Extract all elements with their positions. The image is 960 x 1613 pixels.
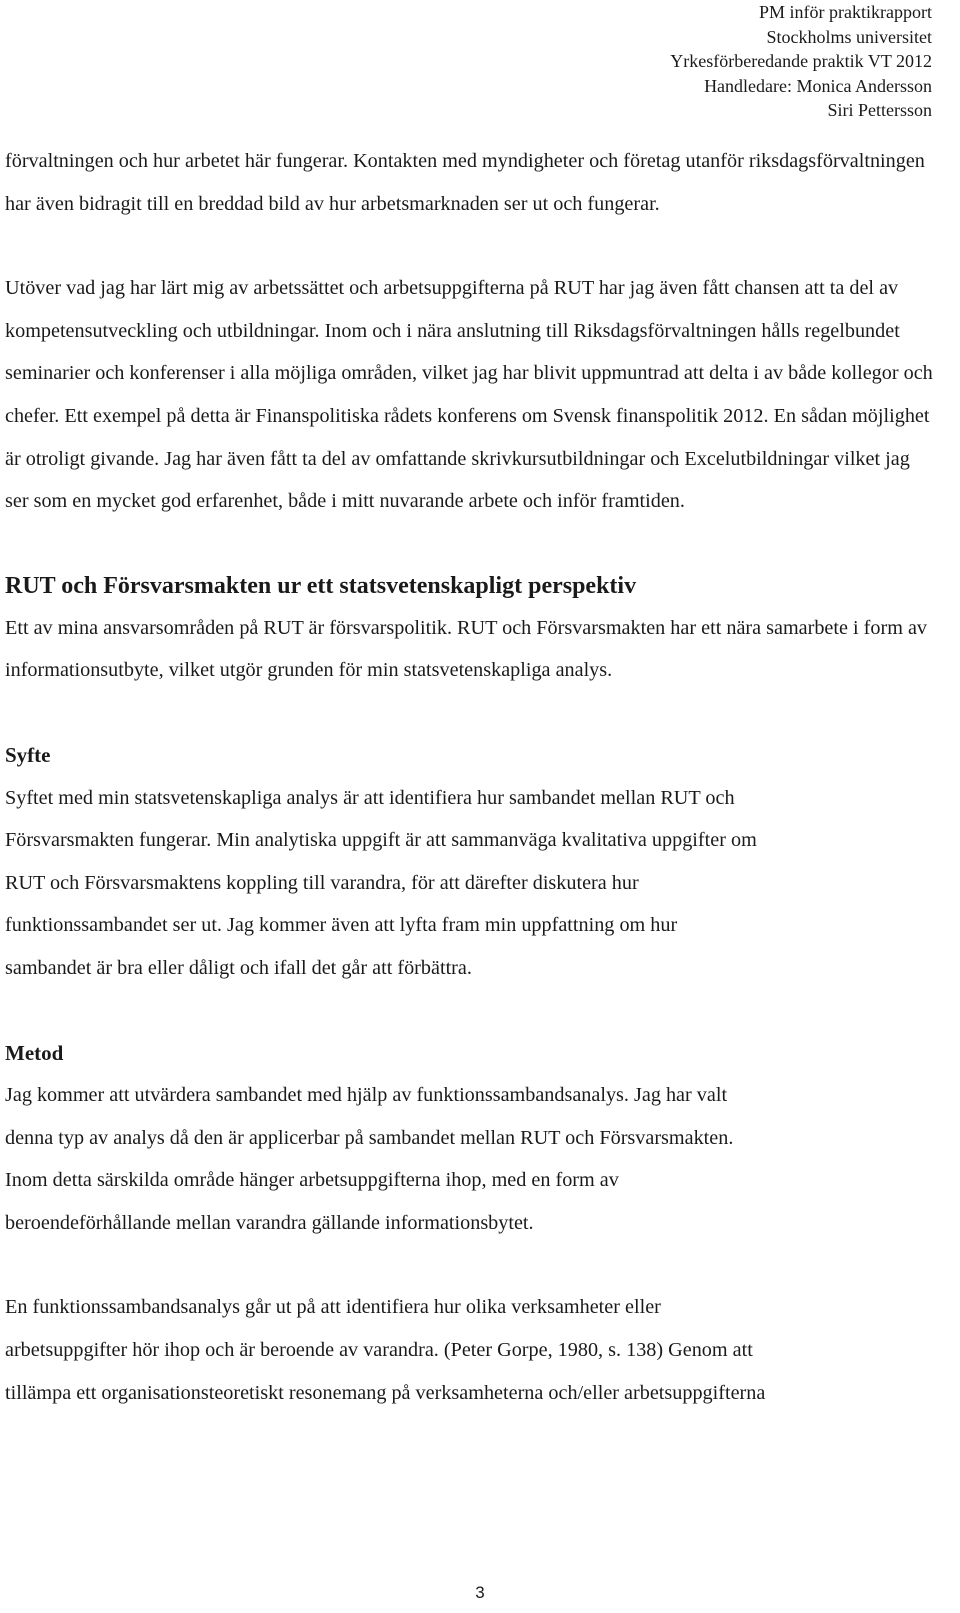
final-line: En funktionssambandsanalys går ut på att identifiera hur olika verksamheter eller (5, 1296, 661, 1319)
syfte-line: RUT och Försvarsmaktens koppling till varandra, för att därefter diskutera hur (5, 871, 639, 894)
paragraph-utover: Utöver vad jag har lärt mig av arbetssättet och arbetsuppgifterna på RUT har jag även fått chansen att ta del av kompetensutveckling och utbildningar. Inom och i nära anslutning till Riksdagsförvaltningen hålls regelbundet seminarier och konferenser i alla möjliga områden, vilket jag har blivit uppmuntrad att delta i av både kollegor och chefer. Ett exempel på detta är Finanspolitiska rådets konferens om Svensk finanspolitik 2012. En sådan möjlighet är otroligt givande. Jag har även fått ta del av omfattande skrivkursutbildningar och Excelutbildningar vilket jag ser som en mycket god erfarenhet, både i mitt nuvarande arbete och inför framtiden. (5, 277, 933, 513)
final-line: arbetsuppgifter hör ihop och är beroende av varandra. (Peter Gorpe, 1980, s. 138) Genom att (5, 1339, 753, 1362)
syfte-line: Syftet med min statsvetenskapliga analys är att identifiera hur sambandet mellan RUT och (5, 786, 735, 809)
page-content (5, 140, 937, 1414)
paragraph-intro: förvaltningen och hur arbetet här fungerar. Kontakten med myndigheter och företag utanför riksdagsförvaltningen har även bidragit till en breddad bild av hur arbetsmarknaden ser ut och fungerar. (5, 150, 925, 215)
final-line: tillämpa ett organisationsteoretiskt resonemang på verksamheterna och/eller arbetsuppgifterna (5, 1381, 766, 1404)
metod-line: Inom detta särskilda område hänger arbetsuppgifterna ihop, med en form av (5, 1169, 619, 1192)
heading-metod: Metod (5, 1040, 64, 1065)
section-heading: RUT och Försvarsmakten ur ett statsvetenskapligt perspektiv (5, 572, 637, 599)
header-course: Yrkesförberedande praktik VT 2012 (670, 51, 932, 72)
header-university: Stockholms universitet (766, 26, 932, 47)
heading-syfte: Syfte (5, 742, 51, 767)
header-title: PM inför praktikrapport (759, 2, 932, 22)
syfte-line: Försvarsmakten fungerar. Min analytiska uppgift är att sammanväga kvalitativa uppgifter om (5, 829, 757, 852)
running-header (670, 0, 932, 123)
syfte-line: sambandet är bra eller dåligt och ifall det går att förbättra. (5, 956, 472, 979)
metod-line: denna typ av analys då den är applicerbar på sambandet mellan RUT och Försvarsmakten. (5, 1126, 734, 1149)
header-author: Siri Pettersson (827, 100, 932, 121)
syfte-line: funktionssambandet ser ut. Jag kommer även att lyfta fram min uppfattning om hur (5, 914, 678, 937)
header-supervisor: Handledare: Monica Andersson (704, 75, 932, 96)
page-number: 3 (475, 1583, 485, 1602)
paragraph-section: Ett av mina ansvarsområden på RUT är försvarspolitik. RUT och Försvarsmakten har ett nära samarbete i form av informationsutbyte, vilket utgör grunden för min statsvetenskapliga analys. (5, 616, 928, 682)
metod-line: beroendeförhållande mellan varandra gällande informationsbytet. (5, 1211, 534, 1234)
metod-line: Jag kommer att utvärdera sambandet med hjälp av funktionssambandsanalys. Jag har valt (5, 1084, 728, 1107)
